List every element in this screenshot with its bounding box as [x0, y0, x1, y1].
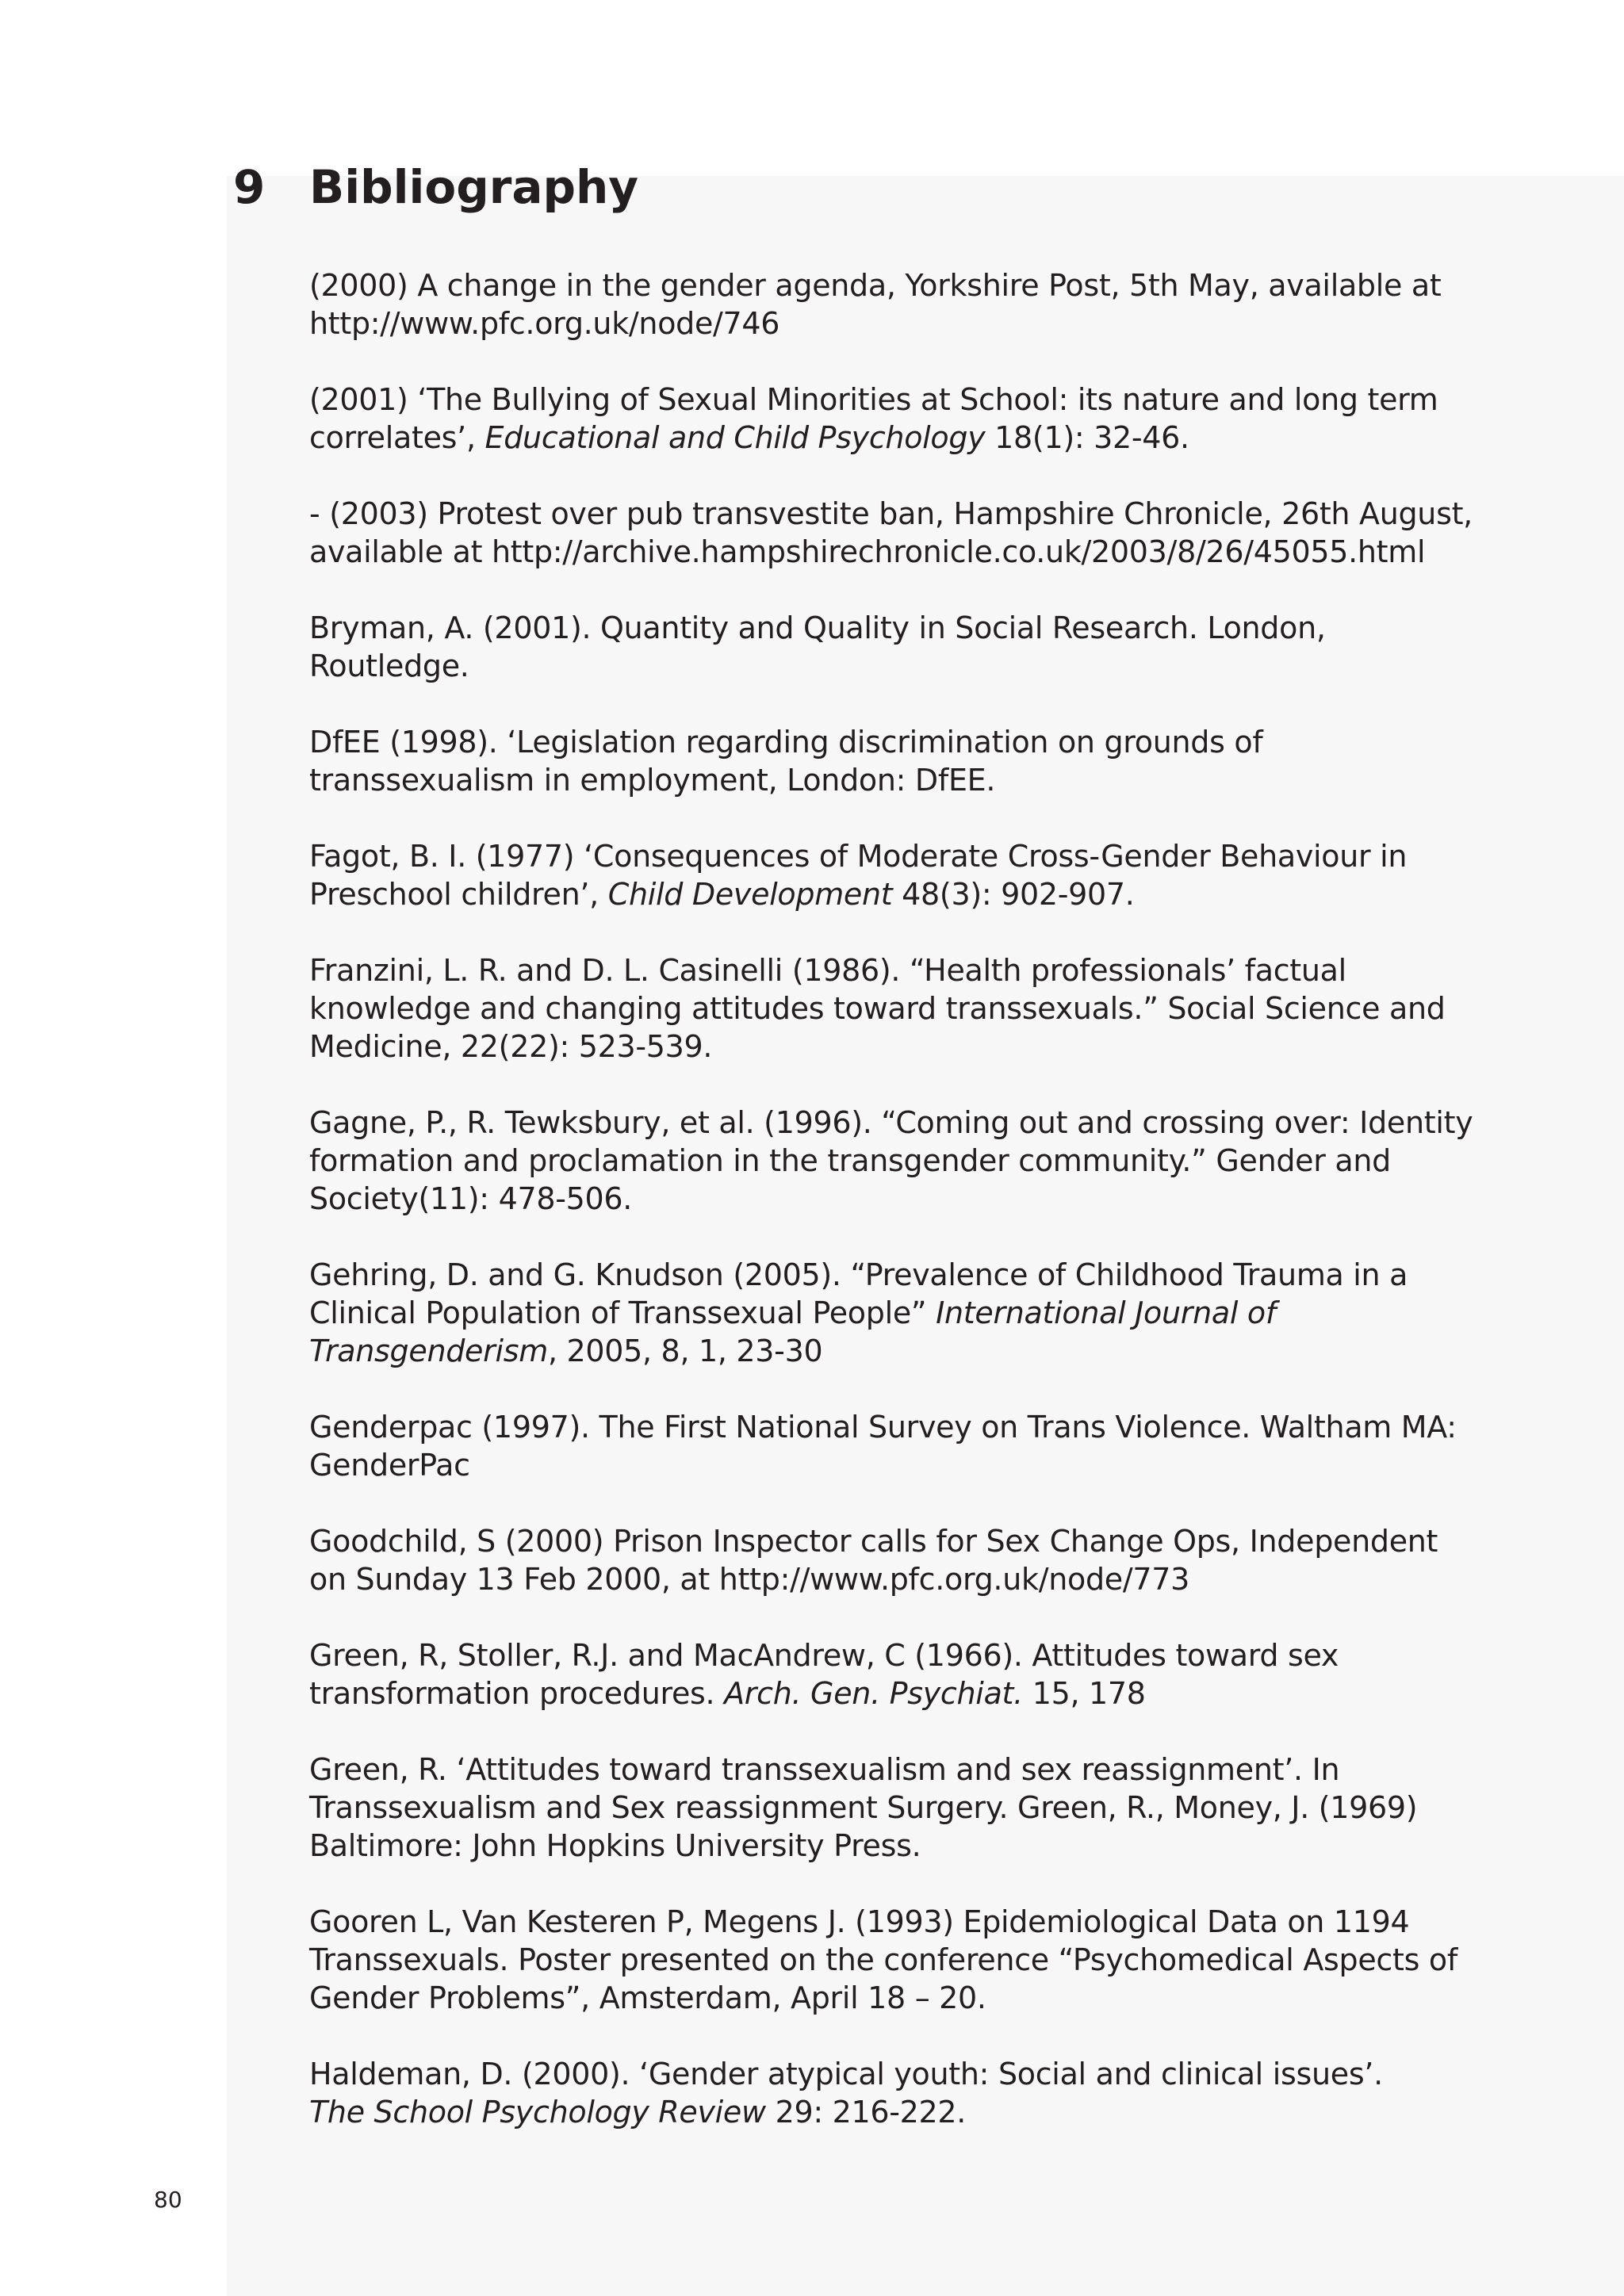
entry-text: Fagot, B. I. (1977) ‘Consequences of Moderate Cross-Gender Behaviour in Preschool children’,	[309, 839, 1408, 912]
entry-text: Green, R, Stoller, R.J. and MacAndrew, C (1966). Attitudes toward sex transformation procedures.	[309, 1638, 1339, 1711]
bibliography-entry	[309, 266, 1475, 342]
entry-text: Goodchild, S (2000) Prison Inspector calls for Sex Change Ops, Independent on Sunday 13 Feb 2000, at http://www.pfc.org.uk/node/773	[309, 1524, 1438, 1597]
entry-text: Haldeman, D. (2000). ‘Gender atypical youth: Social and clinical issues’.	[309, 2057, 1383, 2091]
entry-text: Genderpac (1997). The First National Survey on Trans Violence. Waltham MA: GenderPac	[309, 1410, 1457, 1483]
entry-text-tail: 15, 178	[1022, 1676, 1146, 1711]
entry-italic-title: Arch. Gen. Psychiat.	[724, 1676, 1023, 1711]
entry-text-tail: , 2005, 8, 1, 23-30	[547, 1334, 823, 1368]
bibliography-entry	[309, 1903, 1475, 2017]
entry-text-tail: 29: 216-222.	[765, 2095, 967, 2130]
bibliography-entry	[309, 1636, 1475, 1712]
bibliography-entry	[309, 1104, 1475, 1218]
entry-text: Bryman, A. (2001). Quantity and Quality in Social Research. London, Routledge.	[309, 610, 1326, 683]
entry-text: (2000) A change in the gender agenda, Yorkshire Post, 5th May, available at http://www.pfc.org.uk/node/746	[309, 268, 1442, 341]
section-title: Bibliography	[309, 160, 639, 214]
entry-text: DfEE (1998). ‘Legislation regarding discrimination on grounds of transsexualism in employment, London: DfEE.	[309, 725, 1263, 798]
entry-italic-title: The School Psychology Review	[309, 2095, 766, 2130]
entry-italic-title: Educational and Child Psychology	[485, 420, 986, 455]
entry-text: Green, R. ‘Attitudes toward transsexualism and sex reassignment’. In Transsexualism and Sex reassignment Surgery. Green, R., Money, J. (1969) Baltimore: John Hopkins University Press.	[309, 1752, 1418, 1863]
bibliography-entry	[309, 1256, 1475, 1370]
entry-text-tail: 18(1): 32-46.	[985, 420, 1189, 455]
entry-text: Gooren L, Van Kesteren P, Megens J. (1993) Epidemiological Data on 1194 Transsexuals. Poster presented on the conference “Psychomedical Aspects of Gender Problems”, Amsterdam, April 18 – 20.	[309, 1904, 1457, 2015]
bibliography-entry	[309, 495, 1475, 571]
bibliography-entry	[309, 1751, 1475, 1865]
bibliography-entry	[309, 1408, 1475, 1484]
bibliography-entry	[309, 2055, 1475, 2131]
bibliography-entry	[309, 837, 1475, 913]
entry-text: (2001) ‘The Bullying of Sexual Minorities at School: its nature and long term correlates’,	[309, 382, 1438, 455]
bibliography-list	[309, 266, 1475, 2169]
bibliography-entry	[309, 951, 1475, 1066]
bibliography-entry	[309, 1522, 1475, 1598]
bibliography-entry	[309, 381, 1475, 457]
bibliography-entry	[309, 723, 1475, 799]
entry-italic-title: Child Development	[607, 877, 893, 912]
entry-text: Gehring, D. and G. Knudson (2005). “Prevalence of Childhood Trauma in a Clinical Population of Transsexual People”	[309, 1257, 1408, 1330]
bibliography-entry	[309, 609, 1475, 685]
entry-italic-title: International Journal of Transgenderism	[309, 1295, 1276, 1368]
entry-text: Franzini, L. R. and D. L. Casinelli (1986). “Health professionals’ factual knowledge and changing attitudes toward transsexuals.” Social Science and Medicine, 22(22): 523-539.	[309, 953, 1446, 1064]
entry-text: - (2003) Protest over pub transvestite ban, Hampshire Chronicle, 26th August, available at http://archive.hampshirechronicle.co.uk/2003/8/26/45055.html	[309, 496, 1473, 569]
section-number: 9	[233, 160, 266, 214]
page-number: 80	[154, 2187, 182, 2213]
entry-text-tail: 48(3): 902-907.	[892, 877, 1135, 912]
page-title	[233, 155, 638, 219]
entry-text: Gagne, P., R. Tewksbury, et al. (1996). “Coming out and crossing over: Identity formation and proclamation in the transgender community.” Gender and Society(11): 478-506.	[309, 1105, 1473, 1216]
